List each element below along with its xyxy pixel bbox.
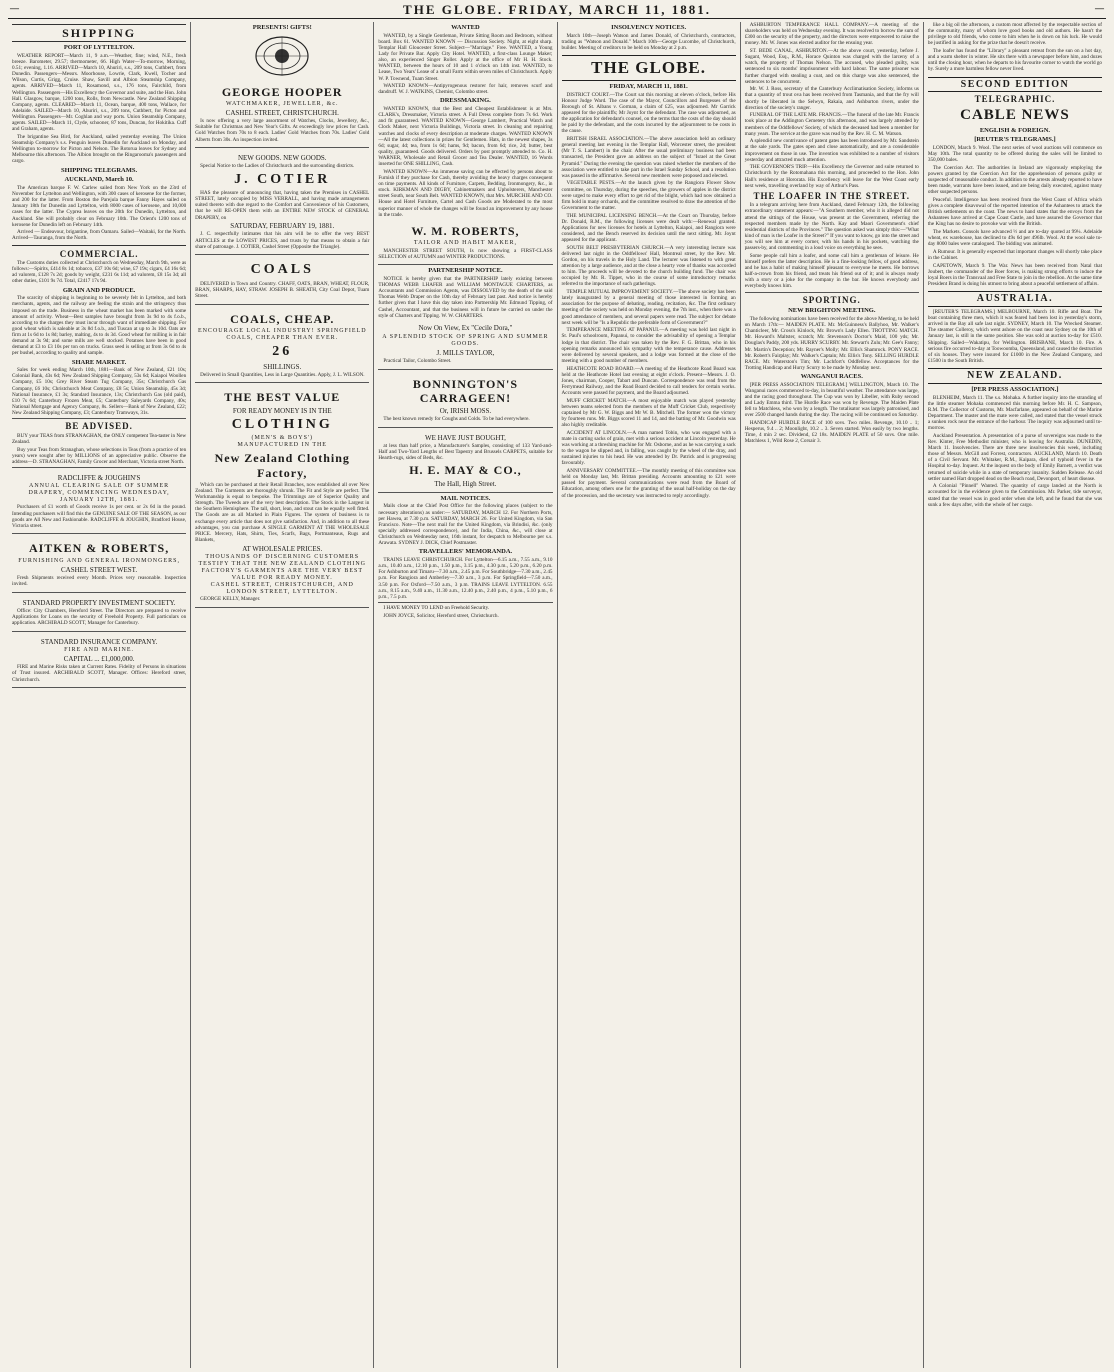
cable-news: CABLE NEWS — [960, 106, 1070, 123]
spring-summer: A SPLENDID STOCK OF SPRING AND SUMMER GOODS. — [382, 333, 549, 347]
english-foreign: ENGLISH & FOREIGN. — [979, 126, 1051, 134]
cotier-ad: NEW GOODS. NEW GOODS. Special Notice to the Ladies of Christchurch and the surrounding districts. J. COTIER HAS the pleasure of announcing that, having taken the Premises in CASHEL STREET, lately occupied by MISS VERRALL, and having made arrangements suited thereto with due regard to the Comfort and Convenience of his Customers, that he will RE-OPEN them with an ENTIRE NEW STOCK of GENERAL DRAPERY, on SATURDAY, FEBRUARY 19, 1881. J. C. respectfully intimates that his aim will be to offer the very BEST ARTICLES at the LOWEST PRICES, and trusts by that means to obtain a fair share of patronage. J. COTIER, Cashel Street (Opposite the Triangle). — [195, 150, 369, 255]
presents-heading: PRESENTS! GIFTS! — [252, 24, 312, 31]
advised-text: BUY your TEAS from STRANAGHAN, the ONLY competent Tea-taster in New Zealand. — [12, 432, 187, 445]
manufactured: MANUFACTURED IN THE — [237, 442, 327, 449]
sporting-heading: SPORTING. — [802, 294, 861, 305]
travellers-heading: TRAVELLERS' MEMORANDA. — [418, 548, 513, 556]
wanted-heading: WANTED — [451, 24, 480, 31]
aitken-ad: AITKEN & ROBERTS, FURNISHING AND GENERAL IRONMONGERS, CASHEL STREET WEST. Fresh Shipments received every Month. Prices very reasonable. Inspection invited. — [12, 536, 186, 592]
clothing-ad: THE BEST VALUE FOR READY MONEY IS IN THE CLOTHING (MEN'S & BOYS') MANUFACTURED IN THE New Zealand Clothing Factory, Which can be purchased at their Retail Branches, now established all over New Zealand. The Garments are thoroughly shrunk. The Fit and Style are perfect. The Workmanship is equal to bespoke. The Trimmings are of Superior Quality and Strength. The Tweeds are of the very best description. The Stock in the Largest in the Southern Hemisphere. The tall, short, lean, and stout can be equally well fitted. The Goods are as all Marked in Plain Figures. The system of business is to exchange every article that does not give satisfaction. And, in addition to all these advantages, you can purchase A SINGLE GARMENT AT THE WHOLESALE PRICE. Mercery, Hats, Shirts, Ties, Scarfs, Bags, Portmanteaus, Rugs and Blankets, AT WHOLESALE PRICES. THOUSANDS OF DISCERNING CUSTOMERS TESTIFY THAT THE NEW ZEALAND CLOTHING FACTORY'S GARMENTS ARE THE VERY BEST VALUE FOR READY MONEY. CASHEL STREET, CHRISTCHURCH, AND LONDON STREET, LYTTELTON. GEORGE KELLY, Manager. — [195, 385, 369, 607]
globe-title: THE GLOBE. — [562, 55, 736, 81]
column-1: SHIPPING PORT OF LYTTELTON. WEATHER REPORT—March 11, 9 a.m.—Weather, fine; wind, N.E., fresh breeze. Barometer, 29.57; thermometer, 66. High Water—To-morrow, Morning, 0.51; evening, 1.16. ARRIVED—March 10, Ahuriri, s.s., 209 tons, Cuthbert, from Dunedin. Passengers—Messrs. Moorhouse, Lowrie, Clark, Kwell, Tocher and Wilson, Curtis, Grigg, Cruise. Shaw, Savill and Albion Steamship Company, agents. ARRIVED—March 11, Rosamond, s.s., 176 tons, Fairchild, from Wellington. Passengers—His Excellency the Governor and suite, and the Hon. John Hall. Glasgow, barque, 1200 tons, Rolls, from Newcastle. New Zealand Shipping Company, agents. CLEARED—March 11, Ocean, barque, 400 tons, Wallace, for Adelaide. SAILED—March 10, Ahuriri, s.s., 209 tons, Cuthbert, for Picton and Wellington. Passengers—Mr. Coghlan and way ports. Union Steamship Company, agents. SAILED—March 11, Clyde, schooner, 87 tons, Duncan, for Hokitika. Cuff and Graham, agents. The brigantine Sea Bird, for Auckland, sailed yesterday evening. The Union Steamship Company's s.s. Penguin leaves Dunedin for Auckland on Monday, and Wellington to-morrow for Picton and Nelson. The Rotorua leaves for Sydney and Melbourne this afternoon. The Albion brought on the Ringarooma's passengers and cargo. SHIPPING TELEGRAMS. AUCKLAND, March 10. The American barque F. W. Carlew sailed from New York on the 23rd of November for Lyttelton and Wellington, with 300 cases of kerosene for the former, and 200 for the latter. From Boston the Parejula barque Fanny Hayes sailed on January 18th for Dunedin and Lyttelton, with 8000 cases of kerosene, and 10,000 cases for the latter. The Cyprea leaves on the 20th for Dunedin, Lyttelton, and Auckland. She will probably clear on February 10th. The Orient's 1200 tons of kerosene for Dunedin left on February 14th. Arrived — Endeavour, brigantine, from Oamaru. Sailed—Waitaki, for the North. Arrived—Tauranga, from the North. COMMERCIAL. The Customs duties collected at Christchurch on Wednesday, March 9th, were as follows:—Spirits, £414 8s 1d; tobacco, £37 10s 6d; wine, £7 19s; cigars, £4 16s 6d; ad valorem, £128 7s 2d; goods by weight, £231 6s 11d; ad valorem, £8 15s 3d; all other duties, £101 9s 7d. Total, £2417 17s 9d. GRAIN AND PRODUCE. The scarcity of shipping is beginning to be severely felt in Lyttelton, and both merchants, agents, and the railway are feeling the strain and the stringency thus imposed on the trade. Business in the wheat market has been marked with some amount of activity. Wheat—Best samples have brought from 3s 9d to 4s f.o.b., according to the charges they must incur through want of immediate shipping. For good wheat which is saleable at 3s 8d f.o.b., and Tuscan at up to 3s 10d. Oats are firm at 1s 6d to 1s 8d; barley, malting, 4s to 4s 3d. Good wheat for milling is in fair demand at 3s 9d; and some mills are well stocked. Potatoes have been in good demand at £3 to £3 10s per ton on trucks. Grass seed is selling at from 3s 6d to 4s per bushel, according to quality and sample. SHARE MARKET. Sales for week ending March 10th, 1881—Bank of New Zealand, £21 10s; Colonial Bank, 43s 6d; New Zealand Shipping Company, 53s 6d; Kaiapoi Woollen Company, £5 10s; Grey River Steam Tug Company, 35s; Christchurch Gas Company, £6 10s; Christchurch Meat Company, £8 5s; Union Steamship, 45s 3d; National Insurance, £1 3s; Standard Insurance, 13s; Christchurch Gas (old paid), £10 7s 6d; Canterbury Frozen Meat, £5; Canterbury Saleyards Company, 40s; National Mortgage and Agency Company, 8s. Sellers—Bank of New Zealand, £22; New Zealand Shipping Company, £3; Canterbury Tramways, 31s. BE ADVISED. BUY your TEAS from STRANAGHAN, the ONLY competent Tea-taster in New Zealand. Buy your Teas from Stranaghan, whose selections in Teas (from a practice of ten years) were sought after by MILLIONS of an appreciative public. Observe the address—D. STRANAGHAN, Family Grocer and Merchant, Victoria street North. RADCLIFFE & JOUGHIN'S ANNUAL CLEARING SALE OF SUMMER DRAPERY, COMMENCING WEDNESDAY, JANUARY 12TH, 1881. Purchasers of £1 worth of Goods receive 1s per cent. or 2s 6d in the pound. Intending purchasers will find this the GENUINE SALE OF THE SEASON, as our goods are All New and Fashionable. RADCLIFFE & JOUGHIN, Bradford House, Victoria street. AITKEN & ROBERTS, FURNISHING AND GENERAL IRONMONGERS, CASHEL STREET WEST. Fresh Shipments received every Month. Prices very reasonable. Inspection invited. STANDARD PROPERTY INVESTMENT SOCIETY. Office: City Chambers, Hereford Street. The Directors are prepared to receive Applications for Loans on the security of Freehold Property. Full particulars on application. ARCHIBALD SCOTT, Manager for Canterbury. STANDARD INSURANCE COMPANY. FIRE AND MARINE. CAPITAL ... £1,000,000. FIRE and Marine Risks taken at Current Rates. Fidelity of Persons in situations of Trust insured. ARCHIBALD SCOTT, Manager. Offices: Hereford street, Christchurch. — [8, 22, 191, 1368]
standard-insurance: STANDARD INSURANCE COMPANY. — [40, 637, 158, 646]
mills-ad: Now On View, Ex "Cecile Dora," A SPLENDID STOCK OF SPRING AND SUMMER GOODS. J. MILLS TAYLOR, Practical Tailor, Colombo Street. — [378, 320, 552, 369]
radcliffe-sale: ANNUAL CLEARING SALE OF SUMMER DRAPERY, COMMENCING WEDNESDAY, JANUARY 12TH, 1881. — [28, 483, 170, 504]
aitken-sub: FURNISHING AND GENERAL IRONMONGERS, — [18, 557, 180, 564]
may-co: H. E. MAY & CO., — [409, 463, 522, 478]
aitken-name: AITKEN & ROBERTS, — [28, 541, 170, 556]
mills-taylor: J. MILLS TAYLOR, — [436, 348, 495, 357]
hooper-addr: CASHEL STREET, CHRISTCHURCH. — [225, 108, 339, 117]
standard-property: STANDARD PROPERTY INVESTMENT SOCIETY. — [22, 598, 176, 607]
text-block: WEATHER REPORT—March 11, 9 a.m.—Weather, fine; wind, N.E., fresh breeze. Barometer, 29.57; thermometer, 66. High Water—To-morrow, Morning, 0.51; evening, 1.16. ARRIVED—March 10, Ahuriri, s.s., 209 tons, Cuthbert, from Dunedin. Passengers—Messrs. Moorhouse, Lowrie, Clark, Kwell, Tocher and Wilson, Curtis, Grigg, Cruise. Shaw, Savill and Albion Steamship Company, agents. ARRIVED—March 11, Rosamond, s.s., 176 tons, Fairchild, from Wellington. Passengers—His Excellency the Governor and suite, and the Hon. John Hall. Glasgow, barque, 1200 tons, Rolls, from Newcastle. New Zealand Shipping Company, agents. CLEARED—March 11, Ocean, barque, 400 tons, Wallace, for Adelaide. SAILED—March 10, Ahuriri, s.s., 209 tons, Cuthbert, for Picton and Wellington. Passengers—Mr. Coghlan and way ports. Union Steamship Company, agents. SAILED—March 11, Clyde, schooner, 87 tons, Duncan, for Hokitika. Cuff and Graham, agents. — [12, 52, 187, 133]
money-lend: I HAVE MONEY TO LEND on Freehold Security. — [383, 604, 490, 611]
mail-notices-heading: MAIL NOTICES. — [440, 494, 491, 502]
auckland-dateline: AUCKLAND, March 10. — [64, 176, 134, 184]
hall: The Hall, High Street. — [434, 479, 497, 488]
new-zealand-heading: NEW ZEALAND. — [928, 368, 1102, 384]
radcliffe-name: RADCLIFFE & JOUGHIN'S — [57, 473, 141, 482]
coals-cheap: COALS, CHEAP. — [230, 311, 335, 326]
capital: CAPITAL ... £1,000,000. — [63, 655, 135, 664]
masthead — [8, 2, 1106, 19]
cotier-date: SATURDAY, FEBRUARY 19, 1881. — [230, 222, 335, 231]
hooper-ad: GEORGE HOOPER WATCHMAKER, JEWELLER, &c. CASHEL STREET, CHRISTCHURCH. Is now offering a very large assortment of Watches, Clocks, Jewellery, &c., Suitable for Christmas and New Year's Gifts. At exceedingly low prices for Cash. Gold Watches from 70s to 8 each. Ladies' Gold Watches from 70s. Ladies' Gold Alberts from 30s. An inspection invited. — [195, 80, 369, 148]
insolvency-heading: INSOLVENCY NOTICES. — [611, 24, 687, 31]
roberts-name: W. M. ROBERTS, — [411, 224, 520, 239]
port-heading: PORT OF LYTTELTON. — [63, 44, 135, 52]
wanganui-heading: WANGANUI RACES. — [800, 373, 863, 380]
grain-heading: GRAIN AND PRODUCE. — [62, 286, 136, 294]
page-title: THE GLOBE. FRIDAY, MARCH 11, 1881. — [403, 2, 711, 17]
fire-marine: FIRE AND MARINE. — [64, 647, 134, 653]
bonnington-ad: BONNINGTON'S CARRAGEEN! Or, IRISH MOSS. The best known remedy for Coughs and Colds. To be had everywhere. — [378, 372, 552, 428]
roberts-ad: W. M. ROBERTS, TAILOR AND HABIT MAKER, MANCHESTER STREET SOUTH, Is now showing a FIRST-CLASS SELECTION of AUTUMN and WINTER PRODUCTIONS. — [378, 219, 552, 265]
coals-cheap-ad: COALS, CHEAP. ENCOURAGE LOCAL INDUSTRY! SPRINGFIELD COALS, CHEAPER THAN EVER. 26 SHILLINGS. Delivered in Small Quantities, Less in Large Quantities. Apply, J. L. WILSON. — [195, 307, 369, 384]
reuters-tag: [REUTER'S TELEGRAMS.] — [974, 136, 1056, 144]
roberts-trade: TAILOR AND HABIT MAKER, — [413, 240, 517, 247]
addresses: CASHEL STREET, CHRISTCHURCH, AND LONDON STREET, LYTTELTON. — [210, 582, 354, 596]
loafer-heading: THE LOAFER IN THE STREET. — [753, 190, 910, 201]
brighton-heading: NEW BRIGHTON MEETING. — [788, 307, 876, 315]
standard-insurance-ad: STANDARD INSURANCE COMPANY. FIRE AND MARINE. CAPITAL ... £1,000,000. FIRE and Marine Risks taken at Current Rates. Fidelity of Persons in situations of Trust insured. ARCHIBALD SCOTT, Manager. Offices: Hereford street, Christchurch. — [12, 634, 186, 688]
aitken-addr: CASHEL STREET WEST. — [61, 565, 138, 574]
share-market-heading: SHARE MARKET. — [71, 358, 127, 366]
column-5: ASHBURTON TEMPERANCE HALL COMPANY.—A meeting of the shareholders was held on Wednesday evening. It was resolved to borrow the sum of £300 on the security of the property, and the directors were empowered to raise the money. Mr. W. Jones was elected auditor for the ensuing year. ST. BEDE CANAL, ASHBURTON.—At the above court, yesterday, before J. Sugant, Wood, Esq., R.M., Horace Quinton was charged with the larceny of a watch, the property of Thomas Nelson. The accused, who pleaded guilty, was sentenced to six months' imprisonment with hard labour. The same prisoner was further charged with stealing a coat, and on this charge was also sentenced, the sentences to be concurrent. Mr. W. J. Ross, secretary of the Canterbury Acclimatisation Society, informs us that a quantity of trout ova has been received from Tasmania, and that the fry will shortly be liberated in the Selwyn, Rakaia, and Ashburton rivers, under the direction of the society's ranger. FUNERAL OF THE LATE MR. FRANCIS.—The funeral of the late Mr. Francis took place at the Addington Cemetery this afternoon, and was largely attended by members of the Oddfellows' Society, of which the deceased had been a member for many years. The service at the grave was read by the Rev. H. C. M. Watson. A splendid new contrivance of patent gates has been introduced by Mr. Sandstein at the sale yards. The gates open and close automatically, and are a considerable improvement on those in use. The invention was exhibited to a number of visitors yesterday and attracted much attention. THE GOVERNOR'S TRIP.—His Excellency the Governor and suite returned to Christchurch by the Rotomahana this morning, and proceeded to the Hon. John Hall's residence at Hororata. His Excellency will leave for the West Coast early next week, travelling overland by way of Arthur's Pass. THE LOAFER IN THE STREET. In a telegram arriving here from Auckland, dated February 12th, the following extraordinary statement appears:—"A Southern member, who it is alleged did not attend the sittings of the House, was present at the Government, referring the respected members made by the North. Kay and Maori Government's chief residential districts of the Provinces." The question asked was simply this:—"What kind of man is the Loafer in the Street?" If you want to know, go into the street and you will see him at every corner, with his hands in his pockets, watching the passers-by, and commenting in a loud voice on everything he sees. Some people call him a loafer, and some call him a gentleman of leisure. He himself prefers the latter description. He is a fine-looking fellow, of good address, and he has a habit of making himself pleasant to everyone he meets. He borrows half-a-crown from his friend, and treats his friend out of it; and is always ready with a story or a joke for the company in the bar. He knows everybody and everybody knows him. SPORTING. NEW BRIGHTON MEETING. The following nominations have been received for the above Meeting, to be held on March 17th:— MAIDEN PLATE. Mr. McGuinness's Ballyhoo, Mr. Walker's Chanticleer, Mr. Cross's Kinlock, Mr. Brown's Lady Ellen. TROTTING MATCH. Mr. Howard's Maltster, scratch; Mr. Stevenson's Doctor's Maid, 100 yds; Mr. Douglas's Paddy, 200 yds. HURRY SCURRY. Mr. Stewart's Zulu; Mr. Gee's Fanny; Mr. Martin's Deception; Mr. Rayner's Molly; Mr. Ellis's Shamrock. PONY RACE. Mr. Robert's Fairplay; Mr. Walker's Captain; Mr. Ellis's Tony. SELLING HURDLE RACE. Mr. Waterston's Tim; Mr. Lachfort's Oddfellow. Acceptances for the Trotting Handicap and Hurry Scurry to be made by Monday next. WANGANUI RACES. [PER PRESS ASSOCIATION TELEGRAM.] WELLINGTON, March 10. The Wanganui races commenced to-day, in beautiful weather. The attendance was large, and the racing good throughout. The Cup was won by Libeller, with Ruby second and Lady Emma third. The Hurdle Race was won by Revenge. The Maiden Plate fell to Matchless, who won by a length. The totalisator was largely patronised, and over 2500 changed hands during the day. The racing will be continued on Saturday. HANDICAP HURDLE RACE of 100 sovs. Two miles. Revenge, 10.10 .. 1; Hesperus, 9.4 .. 2; Moonlight, 10.2 .. 3. Seven started. Won easily by two lengths. Time, 4 min 2 sec. Dividend, £2 18s. MAIDEN PLATE of 50 sovs. One mile. Matchless 1, Wild Rose 2, Corsair 3. — [741, 22, 924, 1368]
irish-moss: Or, IRISH MOSS. — [439, 406, 492, 415]
column-4: INSOLVENCY NOTICES. March 10th—Joseph Watson and James Donald, of Christchurch, contractors, trading as "Watson and Donald." March 10th—George Lucombe, of Christchurch, builder. Meeting of creditors to be held on Monday at 2 p.m. THE GLOBE. FRIDAY, MARCH 11, 1881. DISTRICT COURT.—The Court sat this morning at eleven o'clock, before His Honour Judge Ward. The case of the Mayor, Councillors and Burgesses of the Borough of St. Albans v. Gorman, a claim of £25, was adjourned. Mr Garrick appeared for the plaintiffs; Mr Joynt for the defendant. The case was adjourned, as the application for defendant's counsel, on the terms that the costs of the day should be paid by the defendant, and the costs incurred by the adjournment to be costs in the cause. BRITISH ISRAEL ASSOCIATION.—The above association held an ordinary general meeting last evening in the Templar Hall, Worcester street, the president (Mr T. S. Lambert) in the chair. After the usual preliminary business had been transacted, the President gave an address on the subject of "Israel at the Great Pyramid." During the evening the question was raised whether the members of the association were entitled to take part in the Israel Sunday School, and a resolution was passed in the affirmative. Several new members were proposed and elected. VEGETABLE PESTS.—At the launch given by the Rangiora Flower Show committee, on Thursday, during the speeches, the growers of apples in the district were urged to make every effort to get rid of the blight, which had now obtained a firm hold in many orchards, and the committee resolved to draw the attention of the Government to the matter. THE MUNICIPAL LICENSING BENCH.—At the Court on Thursday, before Dr. Donald, R.M., the following licenses were dealt with:—Renewal granted. Applications for new licenses for hotels at Lyttelton, Kaiapoi, and Rangiora were considered, and the Bench reserved its decision until the next sitting. Mr. Joynt appeared for the applicant. SOUTH BELT PRESBYTERIAN CHURCH.—A very interesting lecture was delivered last night in the Oddfellows' Hall, Montreal street, by the Rev. Mr. Gordon, on his travels in the Holy Land. The lecturer was listened to with great attention by a large audience, and at the close a hearty vote of thanks was accorded to him. The proceeds will be devoted to the church building fund. The chair was occupied by Mr. R. Tippet, who in the course of some introductory remarks referred to the importance of such gatherings. TEMPLE MUTUAL IMPROVEMENT SOCIETY.—The above society has been lately inaugurated by a general meeting of those interested in forming an association for the purpose of debating, reading, recitation, &c. The first ordinary meeting of the society was held on Monday evening, the 7th inst., when there was a good attendance of members, and several papers were read. The subject for debate next week will be "Is a Republic the preferable form of Government?" TEMPERANCE MEETING AT PAPANUI.—A meeting was held last night in St. Paul's schoolroom, Papanui, to consider the advisability of opening a Templar lodge in that district. The chair was taken by the Rev. F. G. Brittan, who in his opening remarks announced his sympathy with the temperance cause. Addresses were delivered by several speakers, and a lodge was formed at the close of the meeting with a good number of members. HEATHCOTE ROAD BOARD.—A meeting of the Heathcote Road Board was held at the Heathcote Hotel last evening at eight o'clock. Present—Messrs. J. O. Jones, chairman, Cooper, Tabart and Duncan. Correspondence was read from the Ferrymead Railway, and the Road Board decided to call tenders for certain works. Accounts were passed for payment, and the Board adjourned. MUFF CRICKET MATCH.—A most enjoyable match was played yesterday between teams selected from the members of the Muff Cricket Club, respectively captained by Mr G. W. Biggs and Mr W. B. Mitchell. The former won the victory by fourteen runs. Mr. Biggs scored 11 and 14, and the batting of Mr. Goodwin was also highly creditable. ACCIDENT AT LINCOLN.—A man named Tobin, who was engaged with a mate in carting sacks of grain, met with a serious accident at Lincoln yesterday. He was working at a threshing machine for Mr. Osborne, and as he was carrying a sack to the wagon he slipped and, in falling, was caught by the wheel of the dray, and sustained injuries to his head. He was attended by Dr. Patrick and is progressing favourably. ANNIVERSARY COMMITTEE.—The monthly meeting of this committee was held on Monday last, Mr. Brittan presiding. Accounts amounting to £21 were passed for payment. Several communications were read from the Board of Education, among others one for the granting of the usual half-holiday on the day of the procession, and the secretary was instructed to reply accordingly. — [558, 22, 741, 1368]
hooper-trade: WATCHMAKER, JEWELLER, &c. — [226, 100, 339, 107]
be-advised-heading: BE ADVISED. — [65, 421, 133, 432]
warehouse: AT WHOLESALE PRICES. — [242, 544, 323, 553]
watch-crest-icon — [195, 34, 369, 78]
bonnington: BONNINGTON'S CARRAGEEN! — [412, 376, 518, 405]
price: 26 — [272, 343, 293, 359]
commercial-heading: COMMERCIAL. — [59, 248, 139, 259]
goods-heading: NEW GOODS. NEW GOODS. — [237, 154, 327, 163]
column-2 — [191, 22, 374, 1368]
cotier-name: J. COTIER — [234, 171, 331, 187]
best-value: THE BEST VALUE — [224, 390, 341, 405]
clothing: CLOTHING — [231, 416, 333, 432]
second-edition: SECOND EDITION — [928, 77, 1102, 93]
columns — [8, 22, 1106, 1368]
column-6: like a big oil the afternoon, a custom most affected by the respectable section of the community, many of whom love good books and old authors. He hasn't the privilege to old friends, who come to him when he is down on his luck. He would be justified in asking for the prize that he doesn't receive. The loafer has found the "Library" a pleasant retreat from the sun on a hot day, and a warm shelter in winter. He sits there with a newspaper before him, and dozes until the closing hour, when he departs to his favourite corner to watch the world go by. Surely a more harmless fellow never lived. SECOND EDITION TELEGRAPHIC. CABLE NEWS ENGLISH & FOREIGN. [REUTER'S TELEGRAMS.] LONDON, March 9. Wool. The next series of wool auctions will commence on May 10th. The total quantity to be offered during the sales will be limited to 350,000 bales. The Coercion Act. The authorities in Ireland are vigorously employing the powers granted by the Coercion Act for the apprehension of persons guilty or suspected of treasonable conduct. In addition to the arrests already reported to have been made, warrants have been issued, and are being daily executed, against many other suspected persons. Peaceful. Intelligence has been received from the West Coast of Africa which gives a complete disavowal of the reported intention of the Ashantees to attack the British settlements on the coast. The news to hand states that the envoys from the Ashantees have arrived at Cape Coast Castle, and have assured the Governor that the King has no desire to provoke war with the British. The Markets. Consols have advanced ½ and are to-day quoted at 99¼. Adelaide wheat, ex warehouse, has declined to 49s 6d per 496lb. Wool. At the wool sale to-day 8000 bales were catalogued. The bidding was animated. A Rumour. It is generally expected that important changes will shortly take place in the Cabinet. CAPETOWN, March 9. The War. News has been received from Natal that Joubert, the commander of the Boer forces, is making strong efforts to induce the loyal Boers in the Transvaal and Free State to join in the rebellion. At the same time President Brand is doing his utmost to bring about a peaceful settlement of affairs. AUSTRALIA. [REUTER'S TELEGRAMS.] MELBOURNE, March 10. Rifle and Boat. The boat containing three men, which it was feared had been lost in yesterday's storm, arrived in the Bay all safe last night. SYDNEY, March 10. The Wrecked Steamer. The steamer Colleroy, which went ashore on the coast near Sydney on the 10th of January last, is still in the same position. She was sold at auction to-day for £510. Shipping. Sailed—Wakatipu, for Wellington. BRISBANE, March 10. Fire. A serious fire occurred to-day at Toowoomba, Queensland, and caused the destruction of six houses. They were insured for £1000 in the New Zealand Company, and £1500 in the South British. NEW ZEALAND. [PER PRESS ASSOCIATION.] BLENHEIM, March 11. The s.s. Mohaka. A further inquiry into the stranding of the little steamer Mohaka commenced this morning before Mr. H. C. Sampson, R.M. The Collector of Customs, Mr. Macfarlane, appeared on behalf of the Marine Department. The master and the mate were called, and stated that the vessel struck a sunken rock near the entrance of the harbour. The inquiry was adjourned until to-morrow. Auckland Presentation. A presentation of a purse of sovereigns was made to the Rev. Kinter, Free Methodist minister, who is leaving for Australia. DUNEDIN, March 11. Insolvencies. There are three new insolvencies this week, including those of Messrs. McGill and Forrest, contractors. AUCKLAND, March 10. Death of a Civil Servant. Mr. Whitaker, R.M., Kaipara, died of typhoid fever in the Hospital to-day. Inquest. At the inquest on the body of Emily Barnett, a verdict was returned of suicide while in a state of temporary insanity. Sudden Release. An old settler named Hart dropped dead on the Beach road, Devonport, of heart disease. A Colonial "Pinnell" Wanted. The quantity of cargo landed at the North is accounted for in the evidence given to the Commission. Mr. Parker, tide surveyor, stated that the vessel was in good order when she left, and he found that she was sunk a few days after, with the whole of her cargo. — [927, 22, 1103, 508]
thousands: THOUSANDS OF DISCERNING CUSTOMERS TESTIFY THAT THE NEW ZEALAND CLOTHING FACTORY'S GARMENTS ARE THE VERY BEST VALUE FOR READY MONEY. — [198, 553, 366, 581]
shillings: SHILLINGS. — [263, 362, 302, 371]
springfield: ENCOURAGE LOCAL INDUSTRY! SPRINGFIELD COALS, CHEAPER THAN EVER. — [197, 327, 367, 341]
just-bought: WE HAVE JUST BOUGHT, — [424, 433, 506, 442]
coals-ad: COALS DELIVERED in Town and Country. CHAFF, OATS, BRAN, WHEAT, FLOUR, BRAN, SHARPS, HAY, STRAW. JOSEPH B. SHEATH, City Coal Depot, Tuam Street. — [195, 257, 369, 304]
on-view: Now On View, Ex "Cecile Dora," — [418, 324, 513, 333]
telegraphic: TELEGRAPHIC. — [974, 94, 1056, 105]
partnership-heading: PARTNERSHIP NOTICE. — [428, 267, 503, 275]
hooper-name: GEORGE HOOPER — [221, 84, 343, 99]
shipping-heading: SHIPPING — [12, 24, 186, 42]
may-ad: WE HAVE JUST BOUGHT, at less than half price, a Manufacturer's Samples, consisting of 133 Yard-and-Half and Two-Yard Lengths of Best Tapestry and Brussels CARPETS, suitable for Hearth-rugs, sides of Beds, &c. H. E. MAY & CO., The Hall, High Street. — [378, 430, 552, 493]
page-number-left: — — [10, 3, 19, 13]
page-number-right: — — [1095, 3, 1104, 13]
dressmaking-heading: DRESSMAKING. — [440, 97, 491, 105]
clothing-sub: (MEN'S & BOYS') — [251, 435, 313, 442]
radcliffe-ad: RADCLIFFE & JOUGHIN'S ANNUAL CLEARING SALE OF SUMMER DRAPERY, COMMENCING WEDNESDAY, JANUARY 12TH, 1881. Purchasers of £1 worth of Goods receive 1s per cent. or 2s 6d in the pound. Intending purchasers will find this the GENUINE SALE OF THE SEASON, as our goods are All New and Fashionable. RADCLIFFE & JOUGHIN, Bradford House, Victoria street. — [12, 470, 186, 534]
standard-property-ad: STANDARD PROPERTY INVESTMENT SOCIETY. Office: City Chambers, Hereford Street. The Directors are prepared to receive Applications for Loans on the security of Freehold Property. Full particulars on application. ARCHIBALD SCOTT, Manager for Canterbury. — [12, 595, 186, 632]
nz-clothing: New Zealand Clothing Factory, — [214, 451, 350, 480]
press-assoc-tag: [PER PRESS ASSOCIATION.] — [971, 385, 1059, 393]
ready-money: FOR READY MONEY IS IN THE — [232, 406, 332, 415]
date-line: FRIDAY, MARCH 11, 1881. — [609, 83, 688, 91]
coals-heading: COALS — [250, 262, 314, 278]
column-3: WANTED WANTED, by a Single Gentleman, Private Sitting Room and Bedroom, without board. Box 61. WANTED KNOWN — Discussion Society. Night, at eight sharp. Templar Hall Gloucester Street. Subject—"Marriage." Free. WANTED, a Young Lady for Private Bar. Apply City Hotel. WANTED, a first-class Lounge Maker; also, an experienced Singer Roller. Apply at the office of Mr H. H. Stock. WANTED, between the hours of 10 and 1 o'clock on 14th inst. WANTED, to Lease, Two Years' Lease of a small Farm within seven miles of Christchurch. Apply W. P. Townend, Tuam Street. WANTED KNOWN—Antipyrogenous restorer for hair, removes scurf and dandruff. W. J. WATKINS, Chemist, Colombo street. DRESSMAKING. WANTED KNOWN, that the Best and Cheapest Establishment is at Mrs. CLARK's, Dressmaker, Victoria street. A Full Dress complete from 7s 6d. Work and fit guaranteed. WANTED KNOWN—George Lambert, Practical Watch and Clock Maker, next Victoria Buildings, Victoria street. In cleaning and repairing watches and clocks of every description at moderate charges. WANTED KNOWN—All the latest collections in prizes for Gentlemen. Hats, in the newest shapes, 3s 6d; sugar, 4d; tea, from 1s 6d; hams, 9d; bacon, from 6d; rice, 2d; butter, best quality, guaranteed. Goods delivered. Orders by post promptly attended to. Co. H. WARNER, Wholesale and Retail Grocer and Tea Dealer. WANTED, 16 Words inserted for ONE SHILLING, Cash. WANTED KNOWN—An immense saving can be effected by persons about to Furnish if they purchase for Cash, thereby avoiding the heavy charges consequent on time payments. All kinds of Furniture, Carpets, Bedding, Ironmongery, &c., in stock. KIRKMAN AND DIGBY, Cabinetmakers and Upholsterers, Manchester street South, near South Belt. WANTED KNOWN, that Mrs. MURCHIE AND CO. House and Hotel Furniture, Cartel and Cash Goods are Moderated to the most superior manner of whole the changes will be found an improvement by any house in the trade. W. M. ROBERTS, TAILOR AND HABIT MAKER, MANCHESTER STREET SOUTH, Is now showing a FIRST-CLASS SELECTION of AUTUMN and WINTER PRODUCTIONS. PARTNERSHIP NOTICE. NOTICE is hereby given that the PARTNERSHIP lately existing between THOMAS WEBB LHAFER and WILLIAM MONTAGUE CHARTERS, as Accountants and Commission Agents, was DISSOLVED by the death of the said Thomas Webb Draper on the 10th day of February last past. And notice is hereby further given that I have this day taken into Partnership Mr. Edmund Tipping, of Cashel, Accountant, and that the business will in future be carried on under the style of Charters and Tipping. W. W. CHARTERS. Now On View, Ex "Cecile Dora," A SPLENDID STOCK OF SPRING AND SUMMER GOODS. J. MILLS TAYLOR, Practical Tailor, Colombo Street. BONNINGTON'S CARRAGEEN! Or, IRISH MOSS. The best known remedy for Coughs and Colds. To be had everywhere. WE HAVE JUST BOUGHT, at less than half price, a Manufacturer's Samples, consisting of 133 Yard-and-Half and Two-Yard Lengths of Best Tapestry and Brussels CARPETS, suitable for Hearth-rugs, sides of Beds, &c. H. E. MAY & CO., The Hall, High Street. MAIL NOTICES. Mails close at the Chief Post Office for the following places (subject to the necessary alterations) as under:— SATURDAY, MARCH 12. For Northern Ports, per Hawea, at 7.30 p.m. SATURDAY, MARCH 26. For United Kingdom, via San Francisco. Note—The next mail for the United Kingdom, via Brindisi, &c. (only specially addressed correspondence), and for India, China, &c., will close at Christchurch on Wednesday next, 16th instant, for despatch to Melbourne per s.s. Arawata. SYDNEY J. DICK, Chief Postmaster. TRAVELLERS' MEMORANDA. TRAINS LEAVE CHRISTCHURCH. For Lyttelton—6.15 a.m., 7.55 a.m., 9.10 a.m., 10.40 a.m., 12.10 p.m., 1.50 p.m., 3.15 p.m., 4.30 p.m., 5.20 p.m., 6.20 p.m. For Ashburton and Timaru—7.30 a.m., 2.45 p.m. For Southbridge—7.30 a.m., 2.45 p.m. For Rangiora and Amberley—7.30 a.m., 3 p.m. For Springfield—7.50 a.m., 3.50 p.m. For Oxford—7.50 a.m., 3 p.m. TRAINS LEAVE LYTTELTON. 6.55 a.m., 8.15 a.m., 9.40 a.m., 11.30 a.m., 12.40 p.m., 2.40 p.m., 4 p.m., 5.10 p.m., 6 p.m., 7.5 p.m. I HAVE MONEY TO LEND on Freehold Security. JOHN JOYCE, Solicitor, Hereford street, Christchurch. — [374, 22, 557, 1368]
shipping-telegrams-heading: SHIPPING TELEGRAMS. — [61, 166, 138, 174]
australia-heading: AUSTRALIA. — [928, 291, 1102, 307]
